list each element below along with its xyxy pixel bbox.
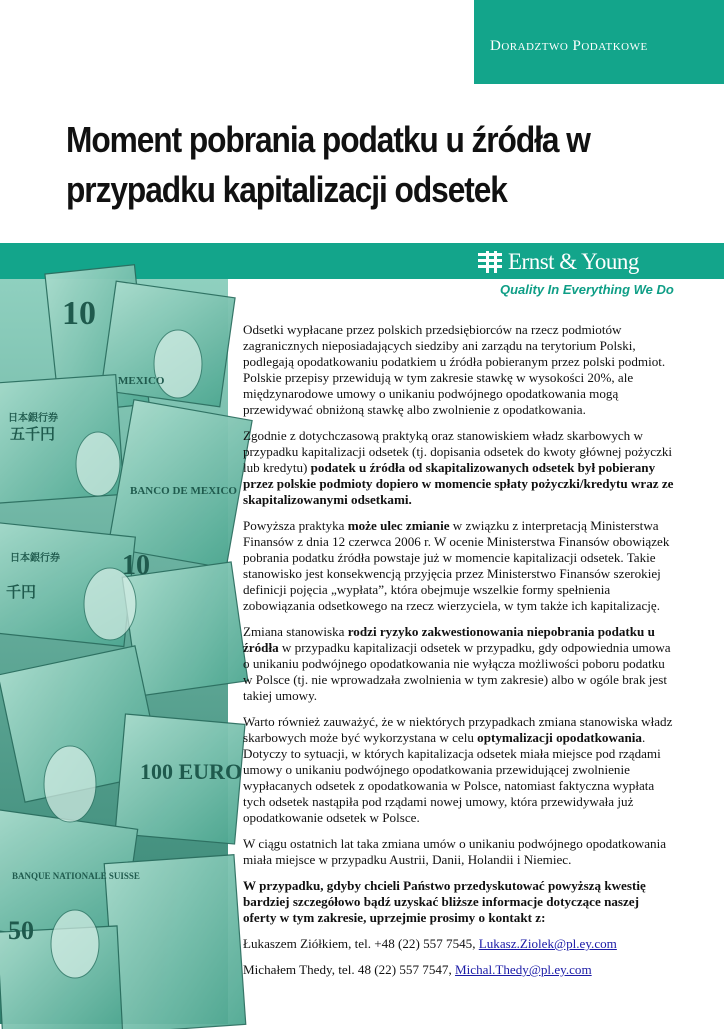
note-label: 50 <box>8 916 34 945</box>
logo-name: Ernst & Young <box>508 249 639 274</box>
paragraph-text: Powyższa praktyka <box>243 518 348 533</box>
note-label: 100 EURO <box>140 759 243 784</box>
paragraph-text: Zgodnie z dotychczasową praktyką oraz stanowiskiem władz skarbowych w przypadku kapitalizacji odsetek (tj. dopisania odsetek do kwoty głównej pożyczki lub kredytu) <box>243 428 673 475</box>
note-label: 五千円 <box>10 427 56 443</box>
paragraph-bold: podatek u źródła od skapitalizowanych odsetek był pobierany przez polskie podmioty dopiero w momencie spłaty pożyczki/kredytu wraz ze skapitalizowanymi odsetkami. <box>243 460 674 507</box>
email-link[interactable]: Lukasz.Ziolek@pl.ey.com <box>478 936 617 951</box>
note-label: 千円 <box>6 585 37 601</box>
page-title <box>66 115 612 215</box>
paragraph-bold: rodzi ryzyko zakwestionowania niepobrania podatku u źródła <box>243 624 655 655</box>
paragraph-text: w przypadku kapitalizacji odsetek w przypadku, gdy odpowiednia umowa o unikaniu podwójnego opodatkowania nie wyłącza możliwości poboru podatku w Polsce (tj. nie wprowadzała zwolnienia w tym zakresie) albo w ogóle brak jest takiej umowy. <box>243 640 671 703</box>
paragraph-text: Warto również zauważyć, że w niektórych przypadkach zmiana stanowiska władz skarbowych może być wykorzystana w celu <box>243 714 673 745</box>
paragraph-text: w związku z interpretacją Ministerstwa Finansów z dnia 12 czerwca 2006 r. W ocenie Ministerstwa Finansów obowiązek pobrania podatku źródła powstaje już w momencie kapitalizacji odsetek. Takie stanowisko jest konsekwencją przyjęcia przez Ministerstwo Finansów szerokiej definicji pojęcia „wypłata”, która obejmuje wszelkie formy spełnienia zobowiązania odsetkowego na rzecz wierzyciela, w tym także ich kapitalizację. <box>243 518 670 613</box>
paragraph-4 <box>243 624 675 704</box>
contact-1 <box>243 936 675 952</box>
paragraph-6 <box>243 836 675 868</box>
banknotes-image <box>0 279 243 1024</box>
note-label: 10 <box>62 295 96 332</box>
paragraph-1 <box>243 322 675 418</box>
title-line-2: przypadku kapitalizacji odsetek <box>66 169 507 210</box>
ernst-young-logo <box>476 248 686 276</box>
note-label: 日本銀行券 <box>8 413 58 424</box>
paragraph-text: W ciągu ostatnich lat taka zmiana umów o unikaniu podwójnego opodatkowania miała miejsce w przypadku Austrii, Danii, Holandii i Niemiec. <box>243 836 667 867</box>
banknotes-collage <box>0 279 243 1024</box>
ey-logo-mark-icon <box>476 251 504 273</box>
note-label: MEXICO <box>118 375 165 387</box>
title-line-1: Moment pobrania podatku u źródła w <box>66 119 590 160</box>
note-label: BANCO DE MEXICO <box>130 485 237 497</box>
paragraph-7 <box>243 878 675 926</box>
logo-tagline: Quality In Everything We Do <box>500 282 674 297</box>
contact-text: Łukaszem Ziółkiem, tel. +48 (22) 557 7545, <box>243 936 479 951</box>
header-label: Doradztwo Podatkowe <box>490 38 648 54</box>
paragraph-text: . Dotyczy to sytuacji, w których kapitalizacja odsetek miała miejsce pod rządami umowy o unikaniu podwójnego opodatkowania przewidującej zwolnienie wypłacanych odsetek z opodatkowania w Polsce, natomiast faktyczna wypłata tych odsetek nastąpiła pod rządami nowej umowy, która przewidywała już opodatkowanie odsetek w Polsce. <box>243 730 661 825</box>
article-body <box>243 322 675 988</box>
paragraph-bold: optymalizacji opodatkowania <box>477 730 642 745</box>
note-label: 日本銀行券 <box>10 553 60 564</box>
paragraph-bold: może ulec zmianie <box>347 518 450 533</box>
paragraph-2 <box>243 428 675 508</box>
contact-2 <box>243 962 675 978</box>
paragraph-text: Zmiana stanowiska <box>243 624 348 639</box>
note-label: 10 <box>122 550 150 581</box>
paragraph-5 <box>243 714 675 826</box>
contact-text: Michałem Thedy, tel. 48 (22) 557 7547, <box>243 962 456 977</box>
note-label: BANQUE NATIONALE SUISSE <box>12 871 140 881</box>
paragraph-3 <box>243 518 675 614</box>
email-link[interactable]: Michal.Thedy@pl.ey.com <box>455 962 592 977</box>
paragraph-text: Odsetki wypłacane przez polskich przedsiębiorców na rzecz podmiotów zagranicznych nieposiadających siedziby ani zarządu na terytorium Polski, podlegają opodatkowaniu podatkiem u źródła pobieranym przez polski podmiot. Polskie przepisy przewidują w tym zakresie stawkę w wysokości 20%, ale międzynarodowe umowy o unikaniu podwójnego opodatkowania mogą przewidywać obniżoną stawkę albo zwolnienie z opodatkowania. <box>243 322 666 417</box>
paragraph-bold: W przypadku, gdyby chcieli Państwo przedyskutować powyższą kwestię bardziej szczegółowo bądź uzyskać bliższe informacje dotyczące naszej oferty w tym zakresie, uprzejmie prosimy o kontakt z: <box>243 878 646 925</box>
header-label-box <box>474 0 724 84</box>
